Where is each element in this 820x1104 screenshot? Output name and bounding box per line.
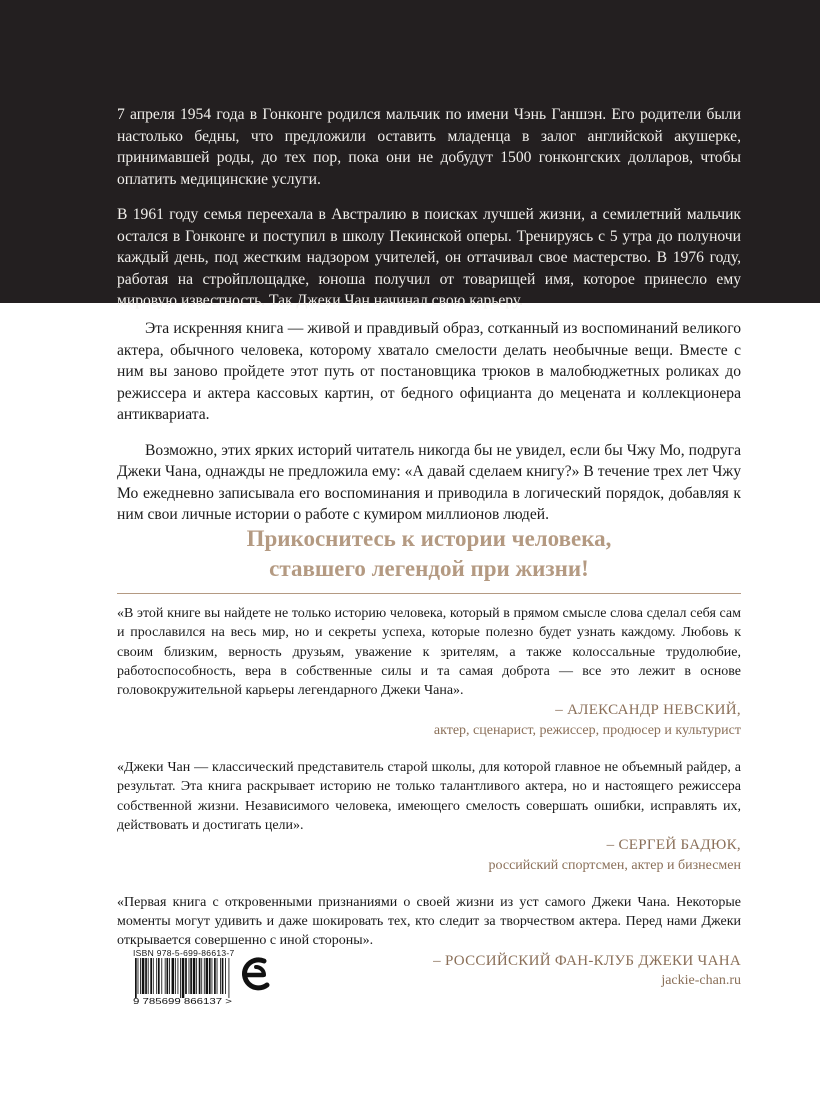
isbn-label: ISBN 978-5-699-86613-7 [133,948,235,958]
barcode-bar [153,958,154,994]
barcode-bar [206,958,209,994]
main-paragraph-1: Эта искренняя книга — живой и правдивый образ, сотканный из воспоминаний великого актера, обычного человека, которому хватало смелости делать необычные вещи. Вместе с ним вы заново пройдете этот путь от постановщика трюков в малобюджетных роликах до режиссера и актера кассовых картин, от бедного официанта до мецената и коллекционера антиквариата. [117,320,741,423]
barcode-bar [169,958,170,994]
barcode-bar [175,958,176,994]
barcode-bar [217,958,218,994]
barcode-bar [212,958,213,994]
quote-badyuk [117,758,741,875]
barcode-bar [156,958,157,994]
barcode-bar [135,958,137,998]
barcode-bar [196,958,197,994]
barcode-bar [220,958,221,994]
main-text-block [117,318,741,540]
barcode-bar [204,958,205,994]
barcode-bar [158,958,160,994]
divider-line [117,593,741,594]
barcode-bar [145,958,147,994]
barcode-bar [138,958,139,994]
quote-author: – СЕРГЕЙ БАДЮК, [606,837,741,854]
barcode-bar [214,958,216,994]
barcode-bar [148,958,149,994]
barcode-bar [229,958,230,998]
quote-text: «Первая книга с откровенными признаниями о своей жизни из уст самого Джеки Чана. Некоторые моменты могут удивить и даже шокировать тех, кто следит за творчеством актера. Перед нами Джеки открывается совершенно с иной стороны». [117,894,741,949]
fan-club-website: jackie-chan.ru [661,973,741,989]
barcode-bar [190,958,192,994]
barcode-bar [166,958,168,994]
headline-line-2: ставшего легендой при жизни! [269,556,589,581]
barcode-bar [193,958,196,994]
barcode-bar [225,958,226,994]
quote-author: – РОССИЙСКИЙ ФАН-КЛУБ ДЖЕКИ ЧАНА [433,952,741,969]
barcode-bar [180,958,181,998]
main-paragraph-2: Возможно, этих ярких историй читатель никогда бы не увидел, если бы Чжу Мо, подруга Джеки Чана, однажды не предложила ему: «А давай сделаем книгу?» В течение трех лет Чжу Мо ежедневно записывала его воспоминания и приводила в логический порядок, добавляя к ним свои личные истории о работе с кумиром миллионов людей. [117,441,741,523]
barcode-bar [161,958,162,994]
top-paragraph-1: 7 апреля 1954 года в Гонконге родился мальчик по имени Чэнь Ганшэн. Его родители были настолько бедны, что предложили оставить младенца в залог английской акушерке, принимавшей роды, до тех пор, пока они не добудут 1500 гонконгских долларов, чтобы оплатить медицинские услуги. [117,106,741,188]
eksmo-logo-icon [240,954,272,998]
barcode-bar [199,958,201,994]
barcode-bar [201,958,202,994]
quote-text: «Джеки Чан — классический представитель старой школы, для которой главное не объемный райдер, а результат. Эта книга раскрывает историю не только талантливого актера, но и настоящего режиссера собственной жизни. Независимого человека, имеющего смелость совершать ошибки, исправлять их, действовать и достигать цели». [117,760,741,833]
headline-line-1: Прикоснитесь к истории человека, [246,526,612,551]
barcode-bar [185,958,187,994]
barcode-bar [209,958,211,994]
quote-text: «В этой книге вы найдете не только историю человека, который в прямом смысле слова сделал себя сам и прославился на весь мир, но и секреты успеха, которые полезно будет узнать каждому. Любовь к своим близким, верность друзьям, уважение к зрителям, а также колоссальные трудолюбие, работоспособность, вера в собственные силы и та самая доброта — все это лежит в основе головокружительной карьеры легендарного Джеки Чана». [117,606,741,699]
top-paragraph-2: В 1961 году семья переехала в Австралию в поисках лучшей жизни, а семилетний мальчик остался в Гонконге и поступил в школу Пекинской оперы. Тренируясь с 5 утра до полуночи каждый день, под жестким надзором учителей, он оттачивал свое мастерство. В 1976 году, работая на стройплощадке, юноша получил от товарищей имя, которое принесло ему мировую известность. Так Джеки Чан начинал свою карьеру. [117,206,741,309]
barcode-bar [182,958,185,998]
barcode-bar [178,958,179,994]
barcode-bar [222,958,224,994]
barcode-bar [150,958,152,994]
quote-nevsky [117,604,741,740]
barcode-bar [142,958,145,994]
barcode-digits: 9 785699 866137 > [133,996,232,1006]
barcode [133,958,233,1006]
quote-author: – АЛЕКСАНДР НЕВСКИЙ, [555,702,741,719]
quote-role: актер, сценарист, режиссер, продюсер и культурист [433,722,741,738]
headline [117,524,741,584]
top-text-block [117,104,741,326]
barcode-bar [165,958,166,994]
quote-role: российский спортсмен, актер и бизнесмен [488,857,741,873]
barcode-bar [172,958,175,994]
barcode-bar [189,958,190,994]
barcode-bar [140,958,141,994]
